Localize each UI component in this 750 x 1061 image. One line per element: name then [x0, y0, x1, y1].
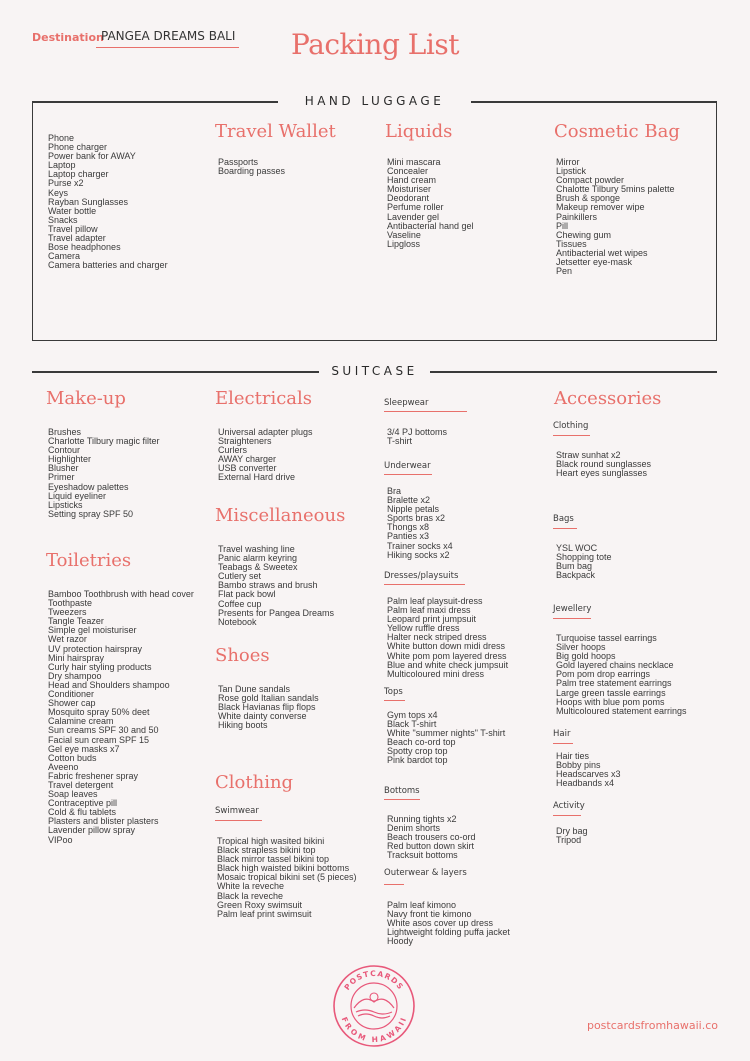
- list-item: Primer: [48, 472, 75, 483]
- list-item: Tweezers: [48, 607, 87, 618]
- sleepwear-subheading: Sleepwear: [384, 398, 429, 408]
- list-item: Palm leaf kimono: [387, 900, 457, 910]
- list-item: Black T-shirt: [387, 719, 437, 730]
- toiletries-title: Toiletries: [46, 550, 132, 571]
- list-item: Notebook: [218, 616, 257, 627]
- activity-underline: [553, 815, 581, 816]
- list-item: Green Roxy swimsuit: [217, 899, 303, 910]
- list-item: White la reveche: [217, 881, 285, 892]
- list-item: Black round sunglasses: [556, 459, 652, 470]
- jewellery-underline: [553, 618, 591, 619]
- list-item: Aveeno: [48, 761, 79, 772]
- list-item: Denim shorts: [387, 823, 441, 834]
- destination-label: Destination: [32, 31, 104, 44]
- list-item: Black high waisted bikini bottoms: [217, 863, 350, 874]
- list-item: Blusher: [48, 463, 79, 474]
- list-item: Perfume roller: [387, 202, 444, 213]
- bags-underline: [553, 528, 577, 529]
- list-item: Camera: [48, 251, 81, 262]
- jewellery-subheading: Jewellery: [553, 604, 592, 614]
- list-item: Backpack: [556, 570, 596, 581]
- list-item: Beach trousers co-ord: [387, 832, 476, 843]
- list-item: Conditioner: [48, 689, 95, 700]
- list-item: Laptop charger: [48, 169, 109, 180]
- list-item: Navy front tie kimono: [387, 909, 472, 920]
- list-item: Rayban Sunglasses: [48, 196, 129, 207]
- list-item: Palm leaf print swimsuit: [217, 908, 312, 919]
- list-item: White asos cover up dress: [387, 918, 494, 929]
- logo-top-text: POSTCARDS: [342, 968, 406, 992]
- list-item: Red button down skirt: [387, 841, 475, 852]
- list-item: Mosquito spray 50% deet: [48, 707, 150, 718]
- tops-list: [387, 711, 505, 766]
- list-item: Eyeshadow palettes: [48, 481, 129, 492]
- list-item: Gold layered chains necklace: [556, 660, 674, 671]
- travel-wallet-list: [218, 158, 285, 176]
- list-item: Wet razor: [48, 634, 87, 645]
- list-item: USB converter: [218, 463, 277, 474]
- miscellaneous-list: [218, 545, 334, 627]
- list-item: Lipsticks: [48, 499, 83, 510]
- postcards-from-hawaii-logo: [332, 964, 416, 1048]
- list-item: Shopping tote: [556, 552, 612, 563]
- bottoms-list: [387, 815, 476, 860]
- dresses-underline: [384, 584, 465, 585]
- list-item: Charlotte Tilbury magic filter: [48, 436, 160, 447]
- list-item: Contraceptive pill: [48, 798, 118, 809]
- list-item: Pen: [556, 266, 573, 277]
- list-item: Travel washing line: [218, 544, 295, 554]
- list-item: Snacks: [48, 214, 78, 225]
- bottoms-underline: [384, 799, 420, 800]
- outerwear-subheading: Outerwear & layers: [384, 868, 467, 878]
- list-item: Tripod: [556, 835, 582, 846]
- list-item: Big gold hoops: [556, 651, 616, 662]
- cosmetic-bag-title: Cosmetic Bag: [554, 121, 680, 142]
- list-item: Pink bardot top: [387, 755, 448, 766]
- svg-text:FROM HAWAII: [340, 1016, 409, 1044]
- list-item: Plasters and blister plasters: [48, 816, 159, 827]
- list-item: Moisturiser: [387, 184, 432, 195]
- list-item: Bambo straws and brush: [218, 580, 318, 591]
- sleepwear-underline: [384, 411, 467, 412]
- list-item: Coffee cup: [218, 598, 262, 609]
- list-item: Vaseline: [387, 229, 421, 240]
- list-item: Rose gold Italian sandals: [218, 693, 319, 704]
- list-item: Calamine cream: [48, 716, 114, 727]
- hair-list: [556, 752, 621, 788]
- list-item: Soap leaves: [48, 789, 98, 800]
- list-item: Trainer socks x4: [387, 540, 453, 551]
- list-item: Teabags & Sweetex: [218, 562, 298, 573]
- list-item: Black mirror tassel bikini top: [217, 854, 330, 865]
- bags-subheading: Bags: [553, 514, 574, 524]
- list-item: Head and Shoulders shampoo: [48, 679, 170, 690]
- list-item: Yellow ruffle dress: [387, 623, 460, 634]
- list-item: Mirror: [556, 157, 580, 167]
- list-item: Heart eyes sunglasses: [556, 468, 648, 479]
- list-item: Shower cap: [48, 698, 96, 709]
- suitcase-title: SUITCASE: [319, 364, 430, 378]
- list-item: Lipstick: [556, 166, 587, 177]
- makeup-list: [48, 428, 160, 519]
- list-item: Tangle Teazer: [48, 616, 104, 627]
- hair-subheading: Hair: [553, 729, 571, 739]
- miscellaneous-title: Miscellaneous: [215, 505, 346, 526]
- list-item: Running tights x2: [387, 814, 457, 824]
- list-item: Mini mascara: [387, 157, 441, 167]
- jewellery-list: [556, 634, 687, 716]
- outerwear-underline: [384, 884, 404, 885]
- list-item: Boarding passes: [218, 166, 286, 177]
- list-item: Silver hoops: [556, 642, 606, 653]
- sleepwear-list: [387, 428, 447, 446]
- list-item: Curlers: [218, 445, 248, 456]
- list-item: Camera batteries and charger: [48, 260, 168, 271]
- list-item: Universal adapter plugs: [218, 427, 313, 437]
- list-item: Curly hair styling products: [48, 661, 152, 672]
- list-item: Multicoloured statement earrings: [556, 705, 687, 716]
- list-item: Dry shampoo: [48, 670, 102, 681]
- list-item: Makeup remover wipe: [556, 202, 645, 213]
- list-item: YSL WOC: [556, 543, 598, 553]
- list-item: Lavender pillow spray: [48, 825, 136, 836]
- bottoms-subheading: Bottoms: [384, 786, 420, 796]
- shoes-title: Shoes: [215, 645, 270, 666]
- list-item: Large green tassle earrings: [556, 687, 666, 698]
- list-item: Chewing gum: [556, 229, 612, 240]
- list-item: VIPoo: [48, 834, 73, 845]
- accessories-title: Accessories: [554, 388, 662, 409]
- list-item: Fabric freshener spray: [48, 770, 139, 781]
- list-item: Hiking socks x2: [387, 549, 450, 560]
- list-item: Brush & sponge: [556, 193, 621, 204]
- list-item: Concealer: [387, 166, 429, 177]
- list-item: Straw sunhat x2: [556, 450, 621, 460]
- liquids-title: Liquids: [385, 121, 453, 142]
- list-item: Pom pom drop earrings: [556, 669, 651, 680]
- list-item: Contour: [48, 445, 81, 456]
- list-item: Antibacterial hand gel: [387, 220, 474, 231]
- list-item: External Hard drive: [218, 472, 296, 483]
- list-item: Painkillers: [556, 211, 598, 222]
- list-item: Leopard print jumpsuit: [387, 614, 477, 625]
- accessories-clothing-list: [556, 451, 651, 478]
- list-item: Phone: [48, 133, 75, 143]
- list-item: Cotton buds: [48, 752, 97, 763]
- tops-underline: [384, 700, 405, 701]
- list-item: Flat pack bowl: [218, 589, 276, 600]
- list-item: Jetsetter eye-mask: [556, 257, 633, 268]
- list-item: Keys: [48, 187, 69, 198]
- hair-underline: [553, 743, 573, 744]
- list-item: Purse x2: [48, 178, 84, 189]
- list-item: Gel eye masks x7: [48, 743, 120, 754]
- makeup-title: Make-up: [46, 388, 126, 409]
- list-item: Water bottle: [48, 205, 97, 216]
- list-item: Bum bag: [556, 561, 593, 572]
- list-item: Panties x3: [387, 531, 430, 542]
- list-item: Bra: [387, 486, 402, 496]
- toiletries-list: [48, 590, 194, 845]
- hand-luggage-title: HAND LUGGAGE: [278, 94, 471, 108]
- activity-subheading: Activity: [553, 801, 585, 811]
- underwear-list: [387, 487, 453, 560]
- cosmetic-bag-list: [556, 158, 675, 276]
- underwear-underline: [384, 474, 432, 475]
- list-item: Hoops with blue pom poms: [556, 696, 665, 707]
- list-item: Deodorant: [387, 193, 430, 204]
- list-item: Cold & flu tablets: [48, 807, 117, 818]
- list-item: Tropical high wasited bikini: [217, 836, 325, 846]
- hand-luggage-rule-right: [471, 101, 717, 103]
- list-item: 3/4 PJ bottoms: [387, 427, 448, 437]
- list-item: Sports bras x2: [387, 513, 446, 524]
- list-item: Simple gel moisturiser: [48, 625, 137, 636]
- list-item: Black Havianas flip flops: [218, 702, 316, 713]
- list-item: Halter neck striped dress: [387, 632, 487, 643]
- travel-wallet-title: Travel Wallet: [215, 121, 336, 142]
- accessories-clothing-underline: [553, 435, 590, 436]
- list-item: Hand cream: [387, 175, 437, 186]
- list-item: Tracksuit bottoms: [387, 850, 458, 861]
- list-item: Gym tops x4: [387, 710, 438, 720]
- list-item: Sun creams SPF 30 and 50: [48, 725, 159, 736]
- shoes-list: [218, 685, 319, 730]
- list-item: Liquid eyeliner: [48, 490, 107, 501]
- hand-luggage-rule-left: [32, 101, 278, 103]
- activity-list: [556, 827, 588, 845]
- bags-list: [556, 544, 612, 580]
- tops-subheading: Tops: [384, 687, 403, 697]
- list-item: Beach co-ord top: [387, 737, 456, 748]
- list-item: Black la reveche: [217, 890, 284, 901]
- list-item: Bamboo Toothbrush with head cover: [48, 589, 194, 599]
- list-item: Power bank for AWAY: [48, 151, 136, 162]
- list-item: Panic alarm keyring: [218, 553, 298, 564]
- swimwear-underline: [215, 820, 262, 821]
- list-item: Travel detergent: [48, 779, 114, 790]
- list-item: White button down midi dress: [387, 641, 506, 652]
- list-item: Multicoloured mini dress: [387, 668, 485, 679]
- website-url: postcardsfromhawaii.co: [586, 1019, 718, 1032]
- list-item: Lightweight folding puffa jacket: [387, 927, 510, 938]
- list-item: Highlighter: [48, 454, 92, 465]
- list-item: Nipple petals: [387, 504, 440, 515]
- dresses-subheading: Dresses/playsuits: [384, 571, 459, 581]
- list-item: Tissues: [556, 238, 587, 249]
- electricals-title: Electricals: [215, 388, 313, 409]
- list-item: White pom pom layered dress: [387, 650, 507, 661]
- list-item: Bose headphones: [48, 242, 121, 253]
- outerwear-list: [387, 901, 510, 946]
- list-item: Passports: [218, 157, 259, 167]
- list-item: Travel adapter: [48, 233, 106, 244]
- list-item: Mosaic tropical bikini set (5 pieces): [217, 872, 357, 883]
- list-item: Hoody: [387, 936, 414, 947]
- list-item: Turquoise tassel earrings: [556, 633, 657, 643]
- list-item: Bralette x2: [387, 495, 431, 506]
- accessories-clothing-subheading: Clothing: [553, 421, 589, 431]
- list-item: Lavender gel: [387, 211, 440, 222]
- list-item: Toothpaste: [48, 598, 93, 609]
- list-item: Palm leaf maxi dress: [387, 605, 471, 616]
- swimwear-list: [217, 837, 357, 919]
- list-item: Black strapless bikini top: [217, 845, 316, 856]
- underwear-subheading: Underwear: [384, 461, 431, 471]
- list-item: AWAY charger: [218, 454, 277, 465]
- swimwear-subheading: Swimwear: [215, 806, 259, 816]
- destination-value: PANGEA DREAMS BALI: [101, 29, 236, 43]
- list-item: Compact powder: [556, 175, 625, 186]
- page-title: Packing List: [291, 28, 459, 61]
- clothing-title: Clothing: [215, 772, 294, 793]
- list-item: UV protection hairspray: [48, 643, 143, 654]
- dresses-list: [387, 597, 508, 679]
- list-item: Bobby pins: [556, 760, 601, 771]
- list-item: Lipgloss: [387, 238, 421, 249]
- list-item: Headscarves x3: [556, 769, 621, 780]
- list-item: Palm leaf playsuit-dress: [387, 596, 483, 606]
- list-item: Cutlery set: [218, 571, 262, 582]
- list-item: Travel pillow: [48, 223, 98, 234]
- list-item: Presents for Pangea Dreams: [218, 607, 335, 618]
- liquids-list: [387, 158, 474, 249]
- list-item: Dry bag: [556, 826, 588, 836]
- list-item: Headbands x4: [556, 778, 615, 789]
- suitcase-rule-left: [32, 371, 319, 373]
- electricals-list: [218, 428, 313, 483]
- list-item: Pill: [556, 220, 569, 231]
- suitcase-rule-right: [430, 371, 717, 373]
- list-item: Antibacterial wet wipes: [556, 247, 648, 258]
- list-item: Blue and white check jumpsuit: [387, 659, 509, 670]
- list-item: White dainty converse: [218, 711, 307, 722]
- list-item: Brushes: [48, 427, 82, 437]
- list-item: Mini hairspray: [48, 652, 105, 663]
- list-item: T-shirt: [387, 436, 413, 447]
- list-item: Hair ties: [556, 751, 590, 761]
- logo-bottom-text: FROM HAWAII: [339, 1015, 409, 1045]
- list-item: Straighteners: [218, 436, 272, 447]
- list-item: White "summer nights" T-shirt: [387, 728, 506, 739]
- list-item: Setting spray SPF 50: [48, 508, 134, 519]
- list-item: Chalotte Tilbury 5mins palette: [556, 184, 675, 195]
- list-item: Facial sun cream SPF 15: [48, 734, 150, 745]
- list-item: Laptop: [48, 160, 76, 171]
- list-item: Tan Dune sandals: [218, 684, 291, 694]
- hand-general-list: [48, 134, 168, 270]
- list-item: Spotty crop top: [387, 746, 448, 757]
- list-item: Phone charger: [48, 142, 108, 153]
- list-item: Palm tree statement earrings: [556, 678, 672, 689]
- list-item: Hiking boots: [218, 720, 268, 731]
- list-item: Thongs x8: [387, 522, 430, 533]
